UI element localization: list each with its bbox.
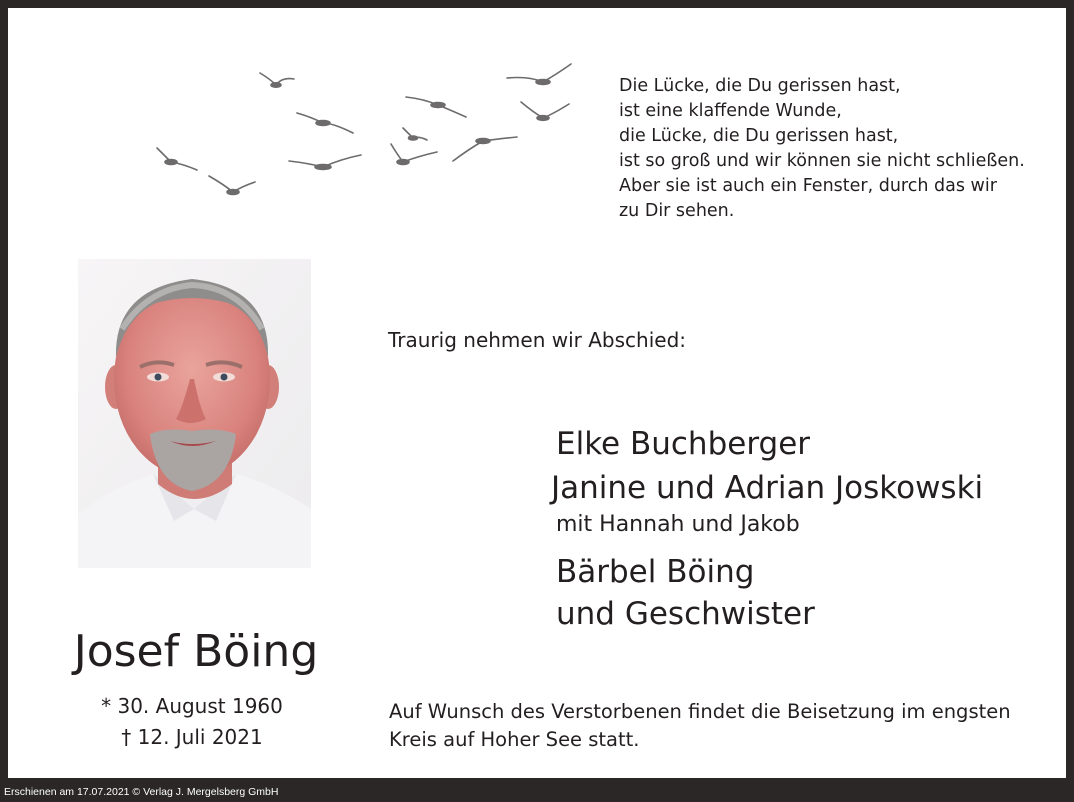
bird-icon <box>391 144 437 164</box>
poem-line: ist eine klaffende Wunde, <box>619 101 842 121</box>
mourner-name: Elke Buchberger <box>556 426 811 462</box>
bird-icon <box>260 73 294 87</box>
poem-line: die Lücke, die Du gerissen hast, <box>619 126 899 146</box>
mourner-name: Janine und Adrian Joskowski <box>551 470 984 506</box>
mourner-subline: mit Hannah und Jakob <box>556 512 800 537</box>
mourner-name: Bärbel Böing <box>556 554 755 590</box>
death-date: † 12. Juli 2021 <box>121 725 263 749</box>
mourner-name: und Geschwister <box>556 596 815 632</box>
publication-footer: Erschienen am 17.07.2021 © Verlag J. Mergelsberg GmbH <box>4 786 279 798</box>
poem-line: ist so groß und wir können sie nicht schließen. <box>619 151 1025 171</box>
flying-birds-illustration <box>138 53 588 213</box>
memorial-poem <box>619 74 1025 224</box>
poem-line: zu Dir sehen. <box>619 201 735 221</box>
poem-line: Die Lücke, die Du gerissen hast, <box>619 76 901 96</box>
bird-icon <box>453 137 517 161</box>
notice-line: Kreis auf Hoher See statt. <box>389 728 640 751</box>
portrait-photo <box>78 259 311 568</box>
bird-icon <box>289 155 361 169</box>
deceased-name: Josef Böing <box>73 626 319 677</box>
birth-date: * 30. August 1960 <box>101 694 283 718</box>
poem-line: Aber sie ist auch ein Fenster, durch das wir <box>619 176 997 196</box>
burial-notice <box>389 698 1011 754</box>
bird-icon <box>209 176 255 194</box>
bird-icon <box>507 64 571 84</box>
notice-line: Auf Wunsch des Verstorbenen findet die Beisetzung im engsten <box>389 700 1011 723</box>
obituary-page <box>8 8 1066 778</box>
bird-icon <box>406 97 466 117</box>
farewell-intro: Traurig nehmen wir Abschied: <box>388 328 686 352</box>
bird-icon <box>521 102 569 120</box>
bird-icon <box>157 148 197 170</box>
bird-icon <box>403 128 427 140</box>
bird-icon <box>297 113 353 133</box>
